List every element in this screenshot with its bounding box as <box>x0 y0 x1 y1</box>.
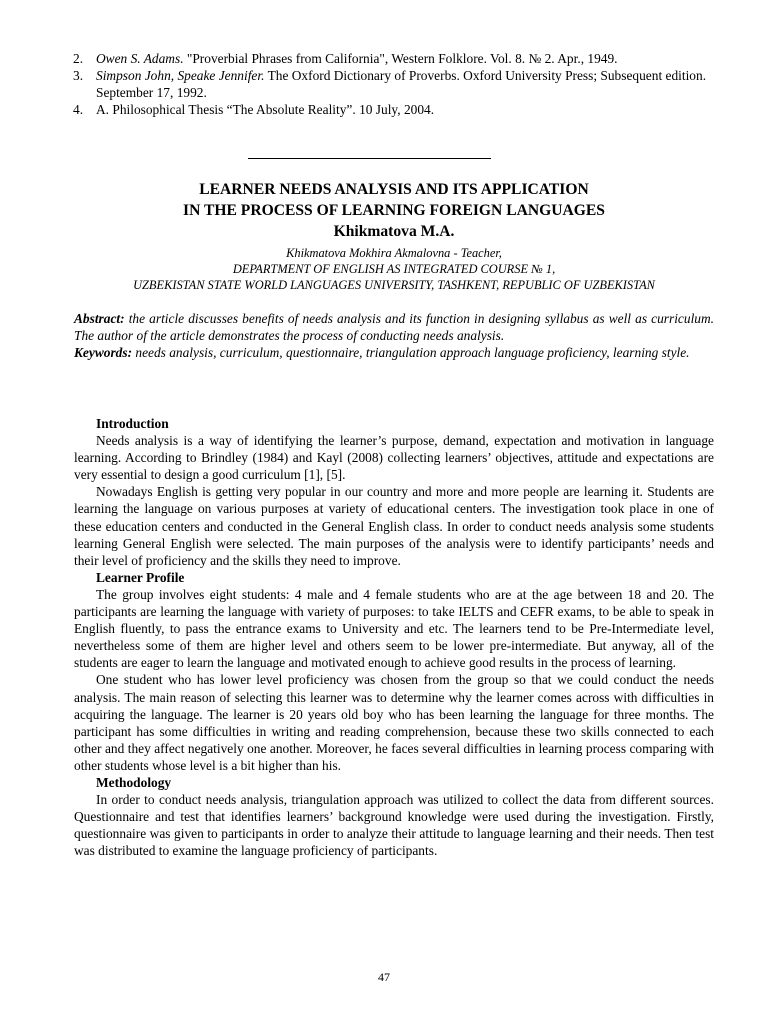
paragraph: Needs analysis is a way of identifying the learner’s purpose, demand, expectation and motivation in language learning. According to Brindley (1984) and Kayl (2008) collecting learners’ objectives, attitude and expectations are very essential to design a good curriculum [1], [5]. <box>74 433 714 483</box>
abstract-label: Abstract: <box>74 311 125 326</box>
section-heading-learner-profile: Learner Profile <box>96 569 185 585</box>
reference-body <box>96 101 715 118</box>
section-divider <box>248 158 491 159</box>
reference-number: 3. <box>73 68 84 83</box>
reference-author: Simpson John, Speake Jennifer. <box>96 68 265 83</box>
keywords <box>74 344 714 361</box>
affiliation-line: DEPARTMENT OF ENGLISH AS INTEGRATED COURSE № 1, <box>232 261 556 276</box>
author-name: Khikmatova M.A. <box>333 223 455 240</box>
reference-item <box>73 50 715 67</box>
abstract-text: the article discusses benefits of needs analysis and its function in designing syllabus as well as curriculum. The author of the article demonstrates the process of conducting needs analysis. <box>74 311 714 343</box>
reference-body <box>96 67 715 101</box>
keywords-label: Keywords: <box>74 345 133 360</box>
reference-author: Owen S. Adams. <box>96 51 184 66</box>
page-number: 47 <box>378 970 390 984</box>
reference-body <box>96 50 715 67</box>
section-heading-methodology: Methodology <box>96 774 172 790</box>
title-line-2: IN THE PROCESS OF LEARNING FOREIGN LANGUAGES <box>183 202 605 219</box>
title-line-1: LEARNER NEEDS ANALYSIS AND ITS APPLICATION <box>199 181 589 198</box>
reference-text: "Proverbial Phrases from California", Western Folklore. Vol. 8. № 2. Apr., 1949. <box>183 51 618 66</box>
affiliation-line: Khikmatova Mokhira Akmalovna - Teacher, <box>286 246 502 260</box>
article-title <box>74 179 714 242</box>
reference-text: The Oxford Dictionary of Proverbs. Oxford University Press; Subsequent edition. September 17, 1992. <box>96 68 707 100</box>
paragraph: Nowadays English is getting very popular in our country and more and more people are learning it. Students are learning the language on various purposes at variety of educational centers. The investigation took place in one of these education centers and conducted in the General English class. In order to conduct needs analysis some students learning General English were selected. The main purposes of the analysis were to identify participants’ needs and their level of proficiency and the skills they need to improve. <box>74 484 714 568</box>
abstract-block <box>74 310 714 361</box>
reference-number: 4. <box>73 102 84 117</box>
author-affiliation <box>74 246 714 293</box>
keywords-text: needs analysis, curriculum, questionnaire, triangulation approach language proficiency, learning style. <box>132 345 690 360</box>
affiliation-line: UZBEKISTAN STATE WORLD LANGUAGES UNIVERSITY, TASHKENT, REPUBLIC OF UZBEKISTAN <box>133 277 655 292</box>
reference-text: A. Philosophical Thesis “The Absolute Reality”. 10 July, 2004. <box>96 102 435 117</box>
paragraph: In order to conduct needs analysis, triangulation approach was utilized to collect the data from different sources. Questionnaire and test that identifies learners’ background knowledge were used during the investigation. Firstly, questionnaire was given to participants in order to analyze their attitude to language learning and their needs. Then test was distributed to examine the language proficiency of participants. <box>74 792 714 859</box>
abstract <box>74 310 714 344</box>
reference-list <box>73 50 715 118</box>
paragraph: One student who has lower level proficiency was chosen from the group so that we could conduct the needs analysis. The main reason of selecting this learner was to determine why the learner comes across with difficulties in acquiring the language. The learner is 20 years old boy who has been learning the language for three months. The participant has some difficulties in writing and reading comprehension, because these two skills connected to each other and they affect negatively one another. Moreover, he faces several difficulties in learning process comparing with other students whose level is a bit higher than his. <box>74 672 714 773</box>
reference-item <box>73 67 715 101</box>
reference-item <box>73 101 715 118</box>
article-body <box>74 415 714 859</box>
paragraph: The group involves eight students: 4 male and 4 female students who are at the age between 18 and 20. The participants are learning the language with variety of purposes: to take IELTS and CEFR exams, to be able to speak in English fluently, to pass the entrance exams to University and etc. The learners tend to be Pre-Intermediate level, nevertheless some of them are higher level and others seem to be lower pre-intermediate. But anyway, all of the students are eager to learn the language and motivated enough to achieve good results in the process of learning. <box>74 586 714 671</box>
reference-number: 2. <box>73 51 84 66</box>
section-heading-introduction: Introduction <box>96 416 169 431</box>
